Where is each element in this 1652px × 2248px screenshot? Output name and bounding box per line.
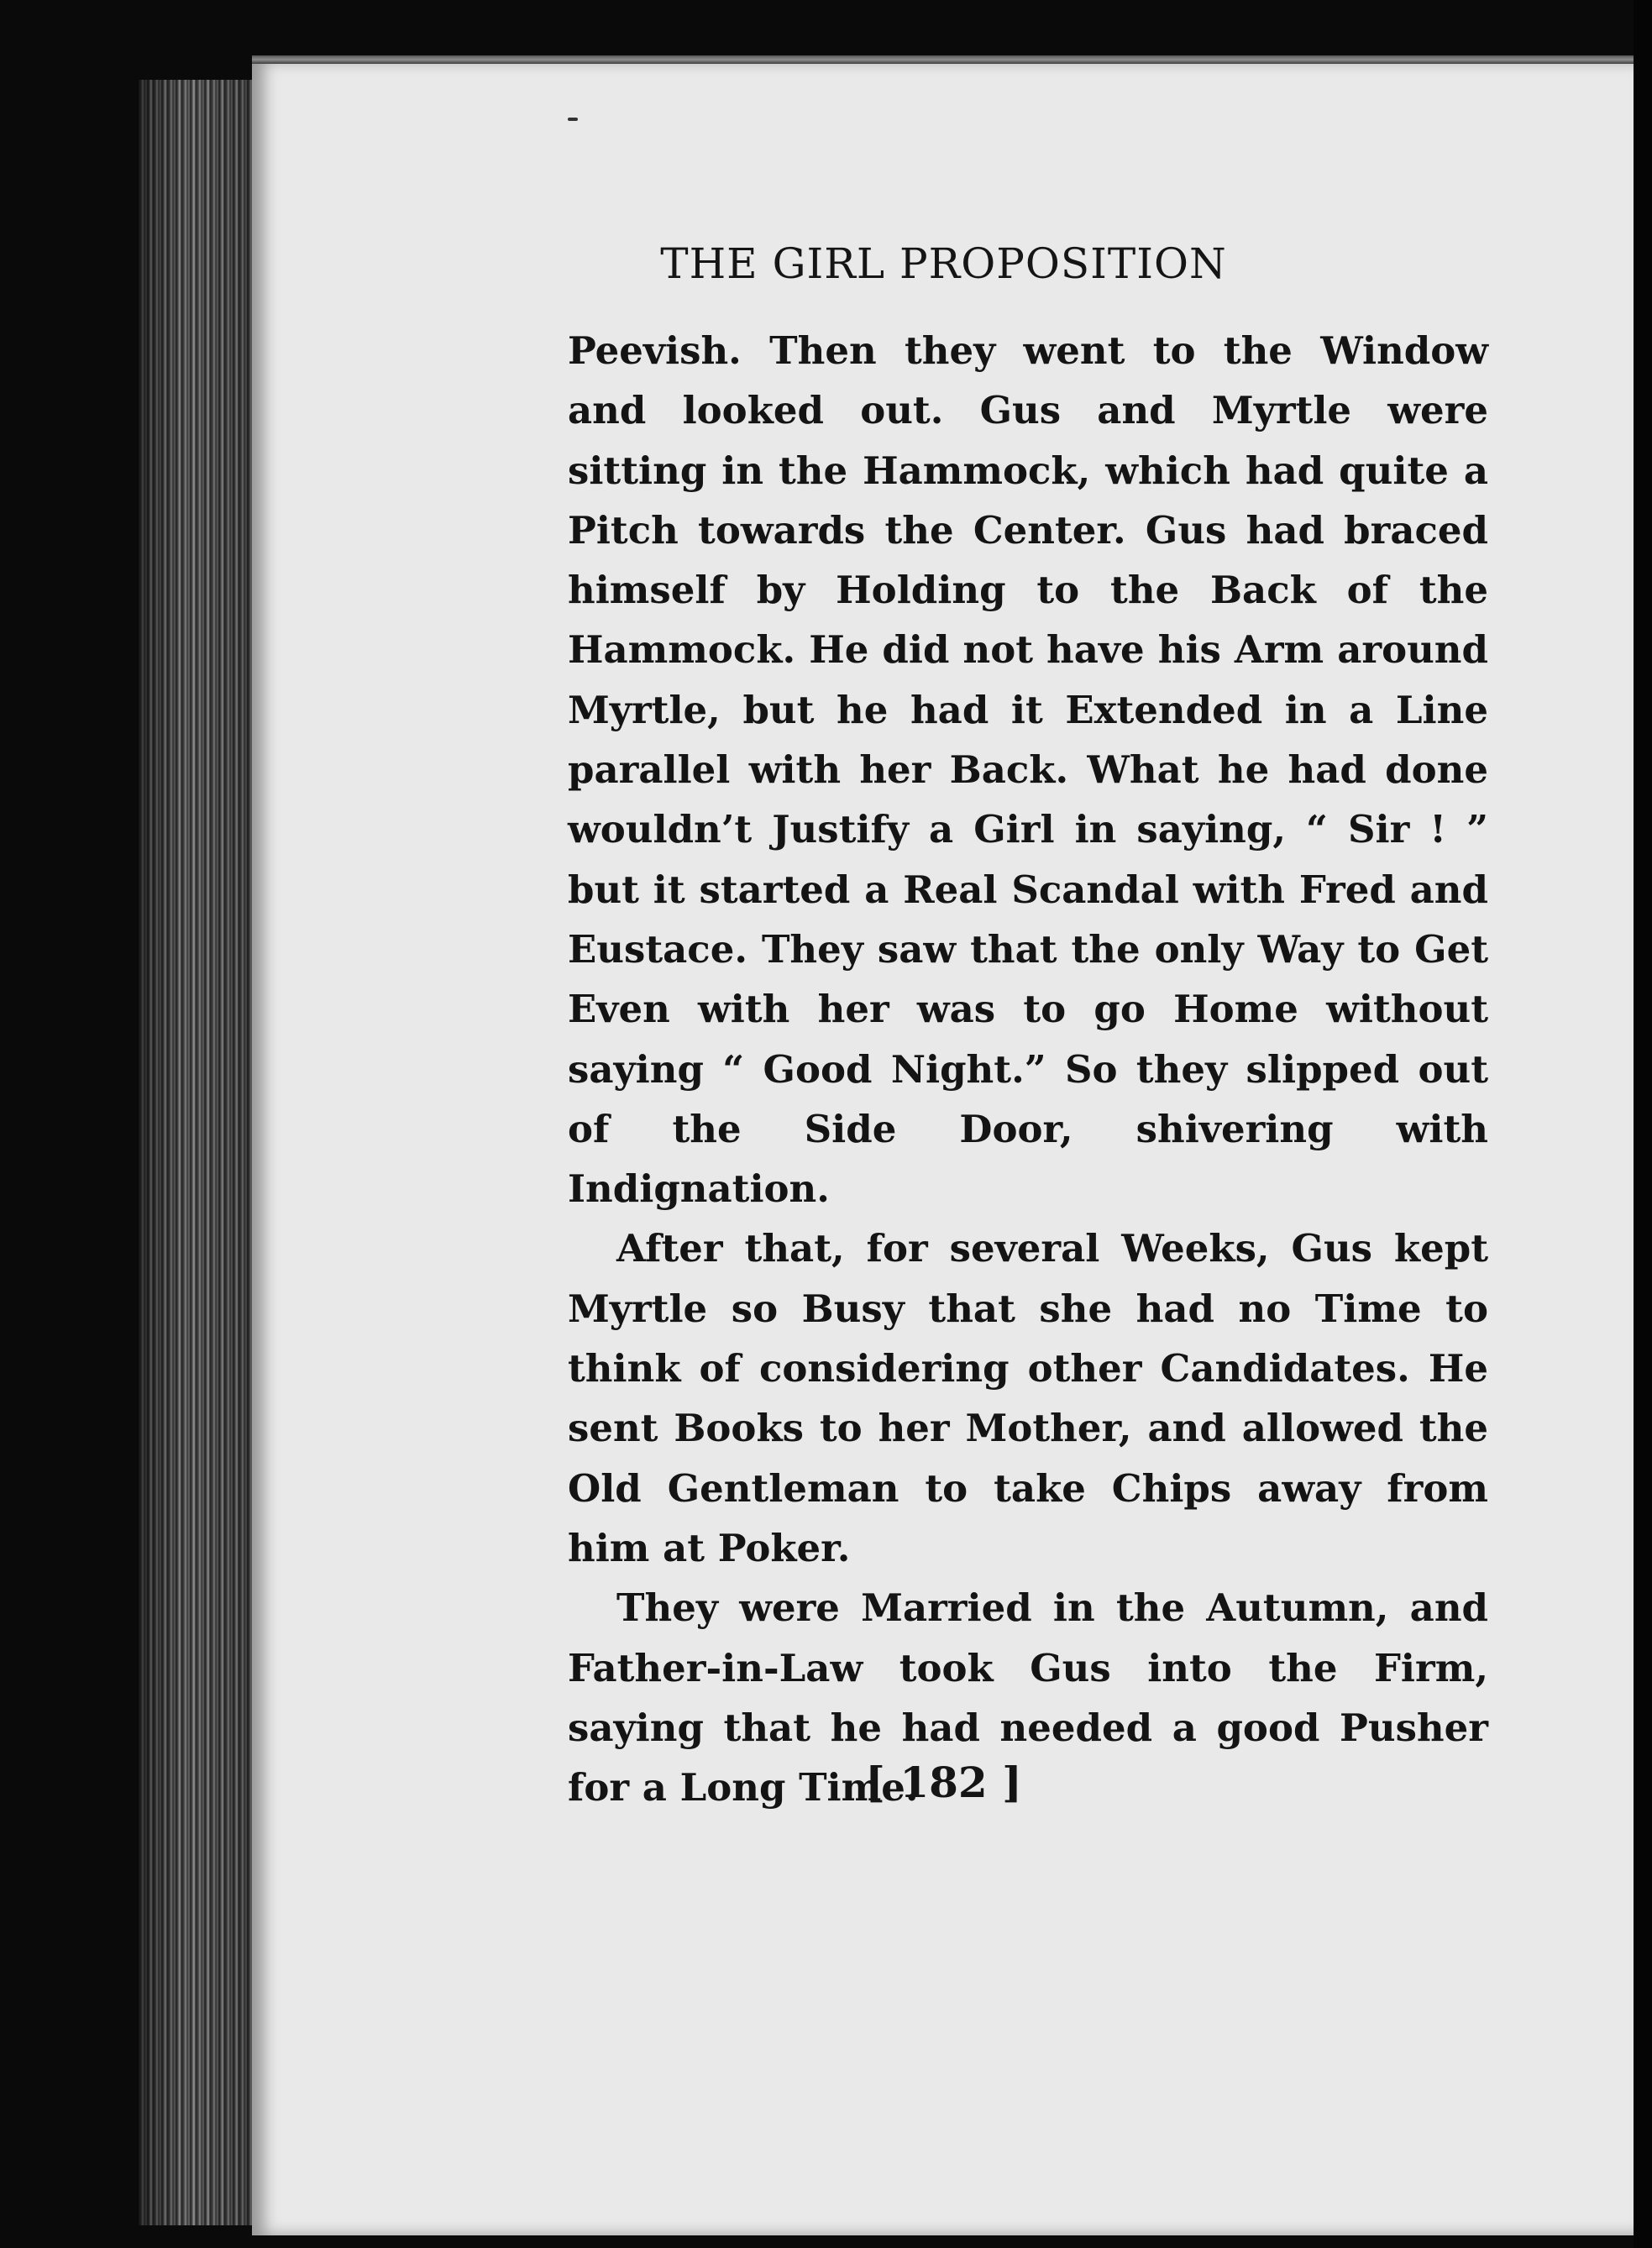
right-border — [1634, 0, 1652, 2248]
page-edge-stack — [139, 80, 265, 2225]
paragraph-1: Peevish. Then they went to the Window and looked out. Gus and Myrtle were sitting in the Hammock, which had quite a Pitch towards the Center. Gus had braced himself by Holding to the Back of the Hammock. He did not have his Arm around Myrtle, but he had it Extended in a Line parallel with her Back. What he had done wouldn’t Justify a Girl in saying, “ Sir ! ” but it started a Real Scandal with Fred and Eustace. They saw that the only Way to Get Even with her was to go Home without saying “ Good Night.” So they slipped out of the Side Door, shivering with Indignation. — [568, 328, 1488, 1212]
running-head: THE GIRL PROPOSITION — [660, 239, 1227, 288]
page-number: [ 182 ] — [865, 1758, 1022, 1807]
body-text — [568, 321, 1488, 1817]
print-speck — [568, 118, 578, 121]
top-page-edge — [252, 55, 1635, 64]
paragraph-3: They were Married in the Autumn, and Father-in-Law took Gus into the Firm, saying that he had needed a good Pusher for a Long Time. — [568, 1585, 1488, 1810]
paragraph-2: After that, for several Weeks, Gus kept Myrtle so Busy that she had no Time to think of considering other Candidates. He sent Books to her Mother, and allowed the Old Gentleman to take Chips away from him at Poker. — [568, 1226, 1488, 1570]
